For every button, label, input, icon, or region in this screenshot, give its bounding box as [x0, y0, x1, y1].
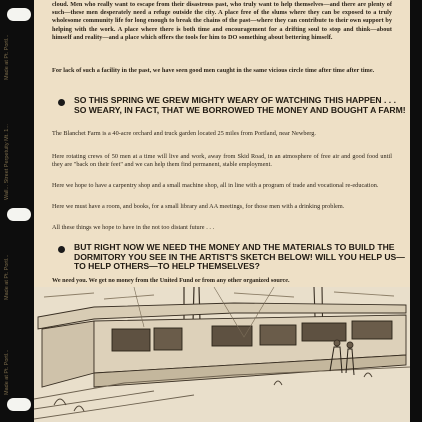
sketch-caption: We need you. We get no money from the United Fund or from any other organized source.	[52, 277, 290, 284]
document-page	[34, 0, 410, 422]
scan-edge	[410, 0, 422, 422]
farm-description: The Blanchet Farm is a 40-acre orchard and truck garden located 25 miles from Portland, near Newberg.	[52, 130, 317, 137]
section-heading-farm: SO THIS SPRING WE GREW MIGHTY WEARY OF WATCHING THIS HAPPEN . . . SO WEARY, IN FACT, THAT WE BORROWED THE MONEY AND BOUGHT A FARM!	[74, 95, 406, 115]
bullet-icon	[58, 246, 65, 253]
lack-paragraph: For lack of such a facility in the past, we have seen good men caught in the same vicious circle time after time after time.	[52, 67, 375, 74]
bullet-icon	[58, 99, 65, 106]
binder-strip	[0, 0, 34, 422]
binder-hole	[7, 208, 31, 221]
section-heading-dormitory: BUT RIGHT NOW WE NEED THE MONEY AND THE MATERIALS TO BUILD THE DORMITORY YOU SEE IN THE ARTIST'S SKETCH BELOW! WILL YOU HELP US—TO HELP OTHERS—TO HELP THEMSELVES?	[74, 242, 405, 272]
farm-library-paragraph: Here we must have a room, and books, for a small library and AA meetings, for those men with a drinking problem.	[52, 203, 345, 210]
binder-side-label: Made at Pt. Portl...	[4, 34, 10, 80]
intro-paragraph: cloud. Men who really want to escape from their disastrous past, who truly want to help themselves—and there are plenty of such—these men desperately need a refuge outside the city. A place free of the slums where they can be exposed to a truly wholesome community life for long enough to break the chains of the past—where they can contribute to their own support by helping with the work. A place where there is both time and encouragement for a drifting soul to stop and think—about himself and reality—and a place which offers the tools for him to DO something about bettering himself.	[52, 1, 392, 41]
farm-shop-paragraph: Here we hope to have a carpentry shop and a small machine shop, all in line with a program of trade and vocational re-education.	[52, 182, 379, 189]
dormitory-sketch	[34, 287, 410, 422]
binder-side-label: Made at Pt. Portl...	[4, 254, 10, 300]
binder-hole	[7, 8, 31, 21]
farm-future-paragraph: All these things we hope to have in the not too distant future . . .	[52, 224, 215, 231]
binder-side-label: Wall... Street Perpetuity Mt. 1...	[4, 124, 10, 200]
binder-side-label: Made at Pt. Portl...	[4, 349, 10, 395]
farm-crews-paragraph: Here rotating crews of 50 men at a time will live and work, away from Skid Road, in an atmosphere of free air and good food until they are "back on their feet" and we can help them find permanent, stable employment.	[52, 153, 392, 169]
binder-hole	[7, 398, 31, 411]
